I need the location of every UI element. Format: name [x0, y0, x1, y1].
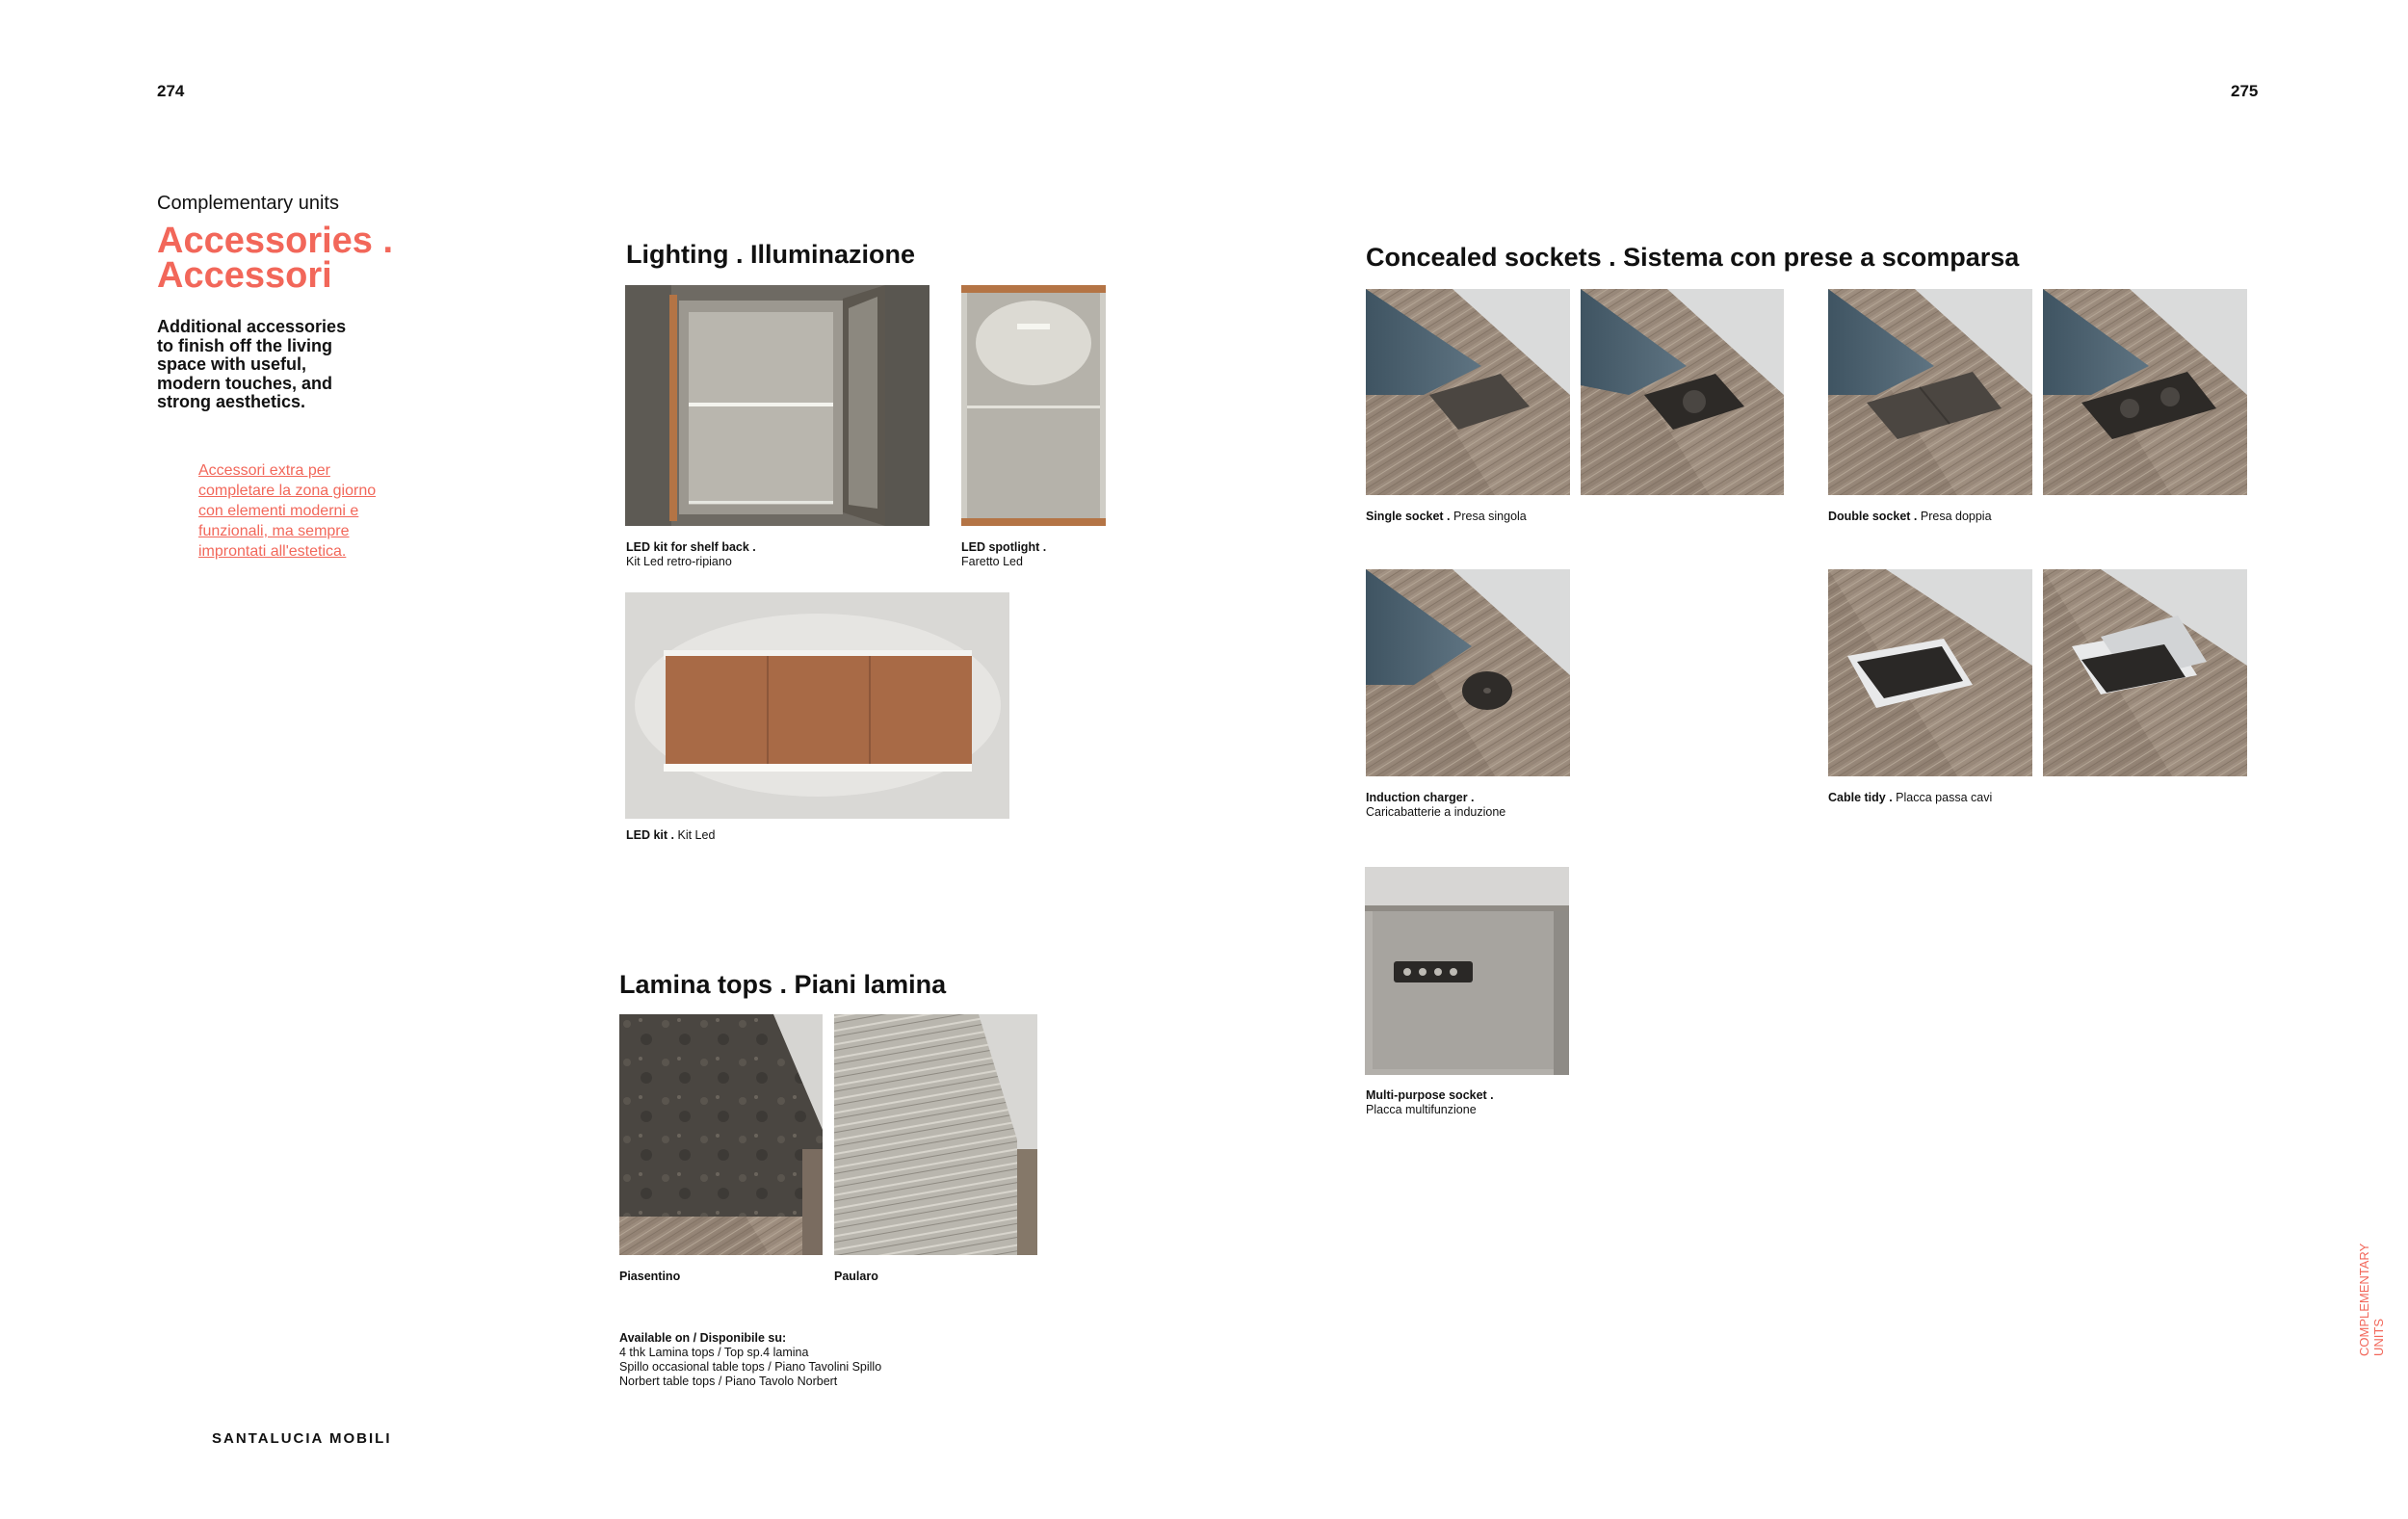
- caption-sub: Placca passa cavi: [1896, 791, 1993, 804]
- page-title-line-1: Accessories .: [157, 221, 394, 261]
- double-socket-closed-photo: [1828, 289, 2032, 495]
- side-tab-line: COMPLEMENTARY: [2357, 1243, 2371, 1356]
- caption-name: Multi-purpose socket .: [1366, 1088, 1494, 1102]
- piasentino-caption: Piasentino: [619, 1270, 681, 1283]
- page-title-line-2: Accessori: [157, 255, 332, 296]
- available-title: Available on / Disponibile su:: [619, 1331, 787, 1345]
- led-kit-caption: [626, 828, 715, 843]
- section-kicker: Complementary units: [157, 193, 339, 214]
- available-line: Norbert table tops / Piano Tavolo Norbert: [619, 1375, 838, 1388]
- led-spotlight-caption: [961, 540, 1046, 569]
- multi-purpose-socket-photo: [1365, 867, 1569, 1075]
- caption-name: LED kit for shelf back .: [626, 540, 756, 554]
- brand-logo: SANTALUCIA MOBILI: [212, 1430, 392, 1447]
- available-line: 4 thk Lamina tops / Top sp.4 lamina: [619, 1346, 809, 1359]
- caption-name: Single socket .: [1366, 510, 1451, 523]
- led-spotlight-photo: [961, 285, 1106, 526]
- desc-it-line: funzionali, ma sempre: [198, 523, 350, 539]
- caption-name: LED spotlight .: [961, 540, 1047, 554]
- single-socket-caption: [1366, 510, 1527, 524]
- page-title: [157, 221, 394, 296]
- caption-sub: Kit Led retro-ripiano: [626, 555, 732, 568]
- sockets-heading: Concealed sockets . Sistema con prese a scomparsa: [1366, 243, 2020, 272]
- double-socket-caption: [1828, 510, 1992, 524]
- single-socket-closed-photo: [1366, 289, 1570, 495]
- desc-it-line: Accessori extra per: [198, 462, 330, 479]
- induction-charger-photo: [1366, 569, 1570, 776]
- single-socket-open-photo: [1581, 289, 1784, 495]
- desc-en-line: modern touches, and: [157, 373, 333, 393]
- page-number-left: 274: [157, 82, 185, 100]
- desc-it-line: completare la zona giorno: [198, 483, 377, 499]
- cable-tidy-closed-photo: [1828, 569, 2032, 776]
- intro-description-en: [157, 318, 346, 412]
- caption-sub: Caricabatterie a induzione: [1366, 805, 1506, 819]
- desc-it-line: improntati all'estetica.: [198, 543, 347, 560]
- caption-sub: Presa singola: [1453, 510, 1527, 523]
- paularo-caption: Paularo: [834, 1270, 878, 1283]
- multi-purpose-socket-caption: [1366, 1088, 1494, 1117]
- intro-description-it: [198, 460, 376, 562]
- cable-tidy-caption: [1828, 791, 1992, 805]
- side-tab-line: UNITS: [2371, 1319, 2386, 1356]
- piasentino-photo: [619, 1014, 823, 1255]
- desc-en-line: strong aesthetics.: [157, 392, 306, 411]
- caption-sub: Presa doppia: [1920, 510, 1992, 523]
- available-on-block: [619, 1331, 881, 1389]
- caption-sub: Placca multifunzione: [1366, 1103, 1477, 1116]
- available-line: Spillo occasional table tops / Piano Tavolini Spillo: [619, 1360, 882, 1374]
- page-number-right: 275: [2231, 82, 2259, 100]
- caption-name: Cable tidy .: [1828, 791, 1893, 804]
- caption-sub: Faretto Led: [961, 555, 1023, 568]
- caption-sub: Kit Led: [677, 828, 716, 842]
- caption-name: LED kit .: [626, 828, 675, 842]
- induction-charger-caption: [1366, 791, 1505, 820]
- desc-en-line: space with useful,: [157, 354, 307, 374]
- desc-en-line: to finish off the living: [157, 335, 332, 355]
- led-shelf-back-caption: [626, 540, 756, 569]
- side-section-tab: [2357, 1244, 2386, 1356]
- caption-name: Induction charger .: [1366, 791, 1475, 804]
- desc-it-line: con elementi moderni e: [198, 503, 359, 519]
- led-shelf-back-photo: [625, 285, 929, 526]
- desc-en-line: Additional accessories: [157, 317, 347, 336]
- lighting-heading: Lighting . Illuminazione: [626, 240, 915, 269]
- cable-tidy-open-photo: [2043, 569, 2247, 776]
- led-kit-photo: [625, 592, 1009, 819]
- caption-name: Double socket .: [1828, 510, 1918, 523]
- paularo-photo: [834, 1014, 1037, 1255]
- lamina-heading: Lamina tops . Piani lamina: [619, 970, 947, 999]
- double-socket-open-photo: [2043, 289, 2247, 495]
